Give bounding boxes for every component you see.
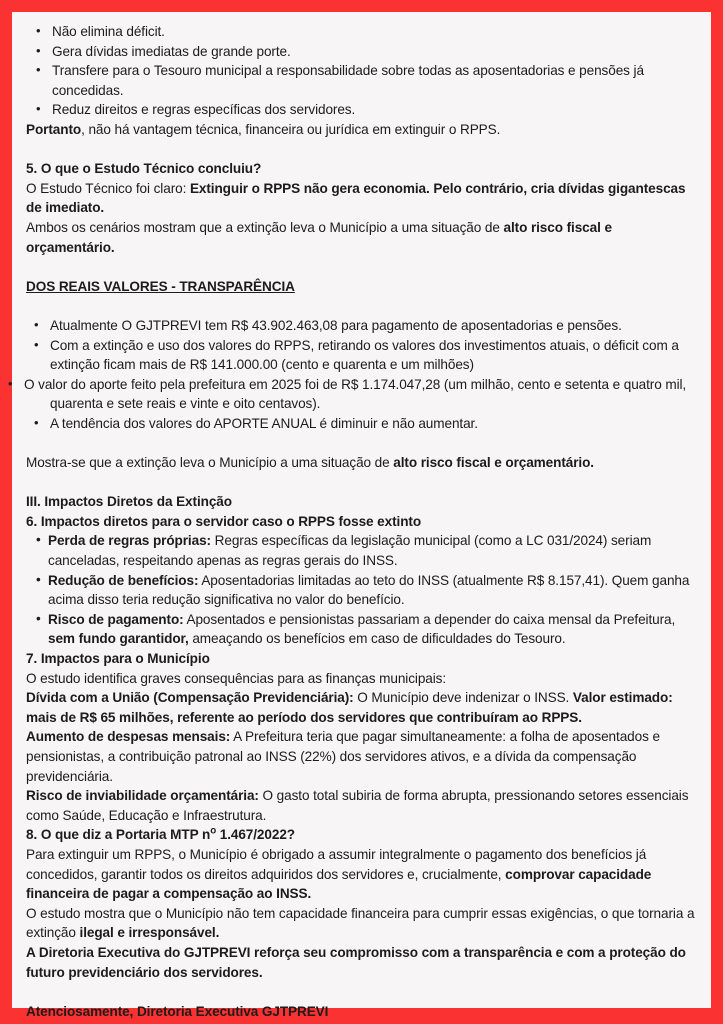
bullet-text: Atualmente O GJTPREVI tem R$ 43.902.463,08 para pagamento de aposentadorias e pensões. bbox=[50, 317, 622, 333]
spacer bbox=[26, 433, 697, 453]
impact-item-text-a: Aposentados e pensionistas passariam a depender do caixa mensal da Prefeitura, bbox=[183, 611, 676, 627]
list-item bbox=[26, 375, 697, 414]
transparency-closing-plain: Mostra-se que a extinção leva o Município a uma situação de bbox=[26, 455, 394, 471]
commitment-statement: A Diretoria Executiva do GJTPREVI reforça seu compromisso com a transparência e com a proteção do futuro previdenciário dos servidores. bbox=[26, 944, 686, 980]
transparency-closing bbox=[26, 453, 697, 473]
section-8-p1-plain: Para extinguir um RPPS, o Município é obrigado a assumir integralmente o pagamento dos benefícios já concedidos, garantir todos os direitos adquiridos dos servidores e, crucialmente, bbox=[26, 846, 647, 882]
spacer bbox=[26, 982, 697, 1002]
list-item bbox=[26, 316, 697, 336]
section-6-subheading: 6. Impactos diretos para o servidor caso o RPPS fosse extinto bbox=[26, 513, 422, 529]
intro-bullet-list bbox=[26, 22, 697, 120]
section-8-p1-bold: comprovar capacidade financeira de pagar a compensação ao INSS. bbox=[26, 866, 652, 902]
impact-item-perda bbox=[26, 531, 697, 570]
bullet-text: O valor do aporte feito pela prefeitura em 2025 foi de R$ 1.174.047,28 (um milhão, cento e setenta e quatro mil, quarenta e sete reais e vinte e oito centavos). bbox=[24, 376, 687, 412]
spacer bbox=[26, 257, 697, 277]
section-8-paragraph-2 bbox=[26, 904, 697, 943]
section-7-debt-plain: O Município deve indenizar o INSS. bbox=[353, 690, 573, 706]
section-5-heading: 5. O que o Estudo Técnico concluiu? bbox=[26, 161, 262, 177]
bullet-text: Com a extinção e uso dos valores do RPPS, retirando os valores dos investimentos atuais, o déficit com a extinção ficam mais de R$ 141.000.00 (cento e quarenta e um milhões) bbox=[50, 337, 679, 373]
section-7-expenses bbox=[26, 727, 697, 786]
bullet-text: Transfere para o Tesouro municipal a responsabilidade sobre todas as aposentadorias e pensões já concedidas. bbox=[52, 63, 644, 98]
section-8-p2-plain: O estudo mostra que o Município não tem capacidade financeira para cumprir essas exigências, o que tornaria a extinção bbox=[26, 905, 695, 941]
list-item bbox=[26, 22, 697, 42]
section-7-heading: 7. Impactos para o Município bbox=[26, 651, 210, 666]
section-7-risk-text: O gasto total subiria de forma abrupta, pressionando setores essenciais como Saúde, Educação e Infraestrutura. bbox=[26, 788, 689, 823]
impact-item-reducao bbox=[26, 571, 697, 610]
impact-item-text-b: ameaçando os benefícios em caso de dificuldades do Tesouro. bbox=[188, 631, 566, 647]
section-7-expense-label: Aumento de despesas mensais: bbox=[26, 729, 231, 745]
list-item bbox=[26, 61, 697, 100]
list-item bbox=[26, 336, 697, 375]
impact-item-bold-mid: sem fundo garantidor, bbox=[48, 631, 189, 647]
bullet-text: Reduz direitos e regras específicas dos servidores. bbox=[52, 102, 356, 118]
document-body bbox=[26, 22, 697, 1021]
section-7-debt-bold: Valor estimado: mais de R$ 65 milhões, referente ao período dos servidores que contribuíram ao RPPS. bbox=[26, 690, 673, 725]
list-item bbox=[26, 42, 697, 62]
impact-item-risco bbox=[26, 610, 697, 649]
bullet-text: A tendência dos valores do APORTE ANUAL é diminuir e não aumentar. bbox=[50, 415, 478, 431]
section-7-risk-label: Risco de inviabilidade orçamentária: bbox=[26, 788, 259, 804]
section-7-risk bbox=[26, 786, 697, 825]
section-8-heading-a: 8. O que diz a Portaria MTP n bbox=[26, 827, 211, 843]
section-8-paragraph-1 bbox=[26, 845, 697, 904]
bullet-text: Não elimina déficit. bbox=[52, 24, 165, 39]
transparency-heading bbox=[26, 277, 697, 297]
impact-item-text: Regras específicas da legislação municipal (como a LC 031/2024) seriam canceladas, respeitando apenas as regras gerais do INSS. bbox=[48, 533, 652, 569]
transparency-closing-bold: alto risco fiscal e orçamentário. bbox=[393, 455, 594, 471]
section-5-paragraph-1 bbox=[26, 179, 697, 218]
section-7-intro: O estudo identifica graves consequências para as finanças municipais: bbox=[26, 670, 447, 686]
section-5-p2-bold: alto risco fiscal e orçamentário. bbox=[26, 219, 612, 255]
transparency-heading-text: DOS REAIS VALORES - TRANSPARÊNCIA bbox=[26, 278, 295, 294]
impact-item-label: Risco de pagamento: bbox=[48, 611, 184, 627]
section-7-debt bbox=[26, 688, 697, 727]
intro-conclusion-lead: Portanto bbox=[26, 121, 82, 137]
list-item bbox=[26, 414, 697, 434]
spacer bbox=[26, 140, 697, 160]
section-5-p2-plain: Ambos os cenários mostram que a extinção leva o Município a uma situação de bbox=[26, 219, 504, 235]
spacer bbox=[26, 473, 697, 493]
section-8-heading bbox=[26, 825, 697, 845]
section-5-paragraph-2 bbox=[26, 218, 697, 257]
section-5-p1-plain: O Estudo Técnico foi claro: bbox=[26, 180, 190, 196]
document-page bbox=[12, 12, 711, 1019]
intro-conclusion bbox=[26, 120, 697, 140]
intro-conclusion-rest: , não há vantagem técnica, financeira ou jurídica em extinguir o RPPS. bbox=[81, 121, 501, 137]
spacer bbox=[26, 296, 697, 316]
ordinal-indicator: o bbox=[210, 825, 217, 837]
impact-item-label: Redução de benefícios: bbox=[48, 572, 199, 588]
signoff: Atenciosamente, Diretoria Executiva GJTPREVI bbox=[26, 1003, 329, 1019]
transparency-bullet-list bbox=[26, 316, 697, 434]
impact-item-text: Aposentadorias limitadas ao teto do INSS (atualmente R$ 8.157,41). Quem ganha acima disso teria redução significativa no valor do benefício. bbox=[48, 572, 690, 608]
section-8-heading-b: 1.467/2022? bbox=[216, 827, 295, 843]
section-7-expense-text: A Prefeitura teria que pagar simultaneamente: a folha de aposentados e pensionistas, a contribuição patronal ao INSS (22%) dos servidores ativos, e a dívida da compensação previdenciária. bbox=[26, 729, 660, 784]
section-8-p2-bold: ilegal e irresponsável. bbox=[79, 925, 220, 941]
impact-item-label: Perda de regras próprias: bbox=[48, 533, 211, 549]
list-item bbox=[26, 100, 697, 120]
section-5-p1-bold: Extinguir o RPPS não gera economia. Pelo contrário, cria dívidas gigantescas de imediato. bbox=[26, 180, 686, 216]
bullet-text: Gera dívidas imediatas de grande porte. bbox=[52, 43, 291, 59]
section-7-debt-label: Dívida com a União (Compensação Previdenciária): bbox=[26, 690, 354, 706]
section-3-heading: III. Impactos Diretos da Extinção bbox=[26, 494, 232, 510]
